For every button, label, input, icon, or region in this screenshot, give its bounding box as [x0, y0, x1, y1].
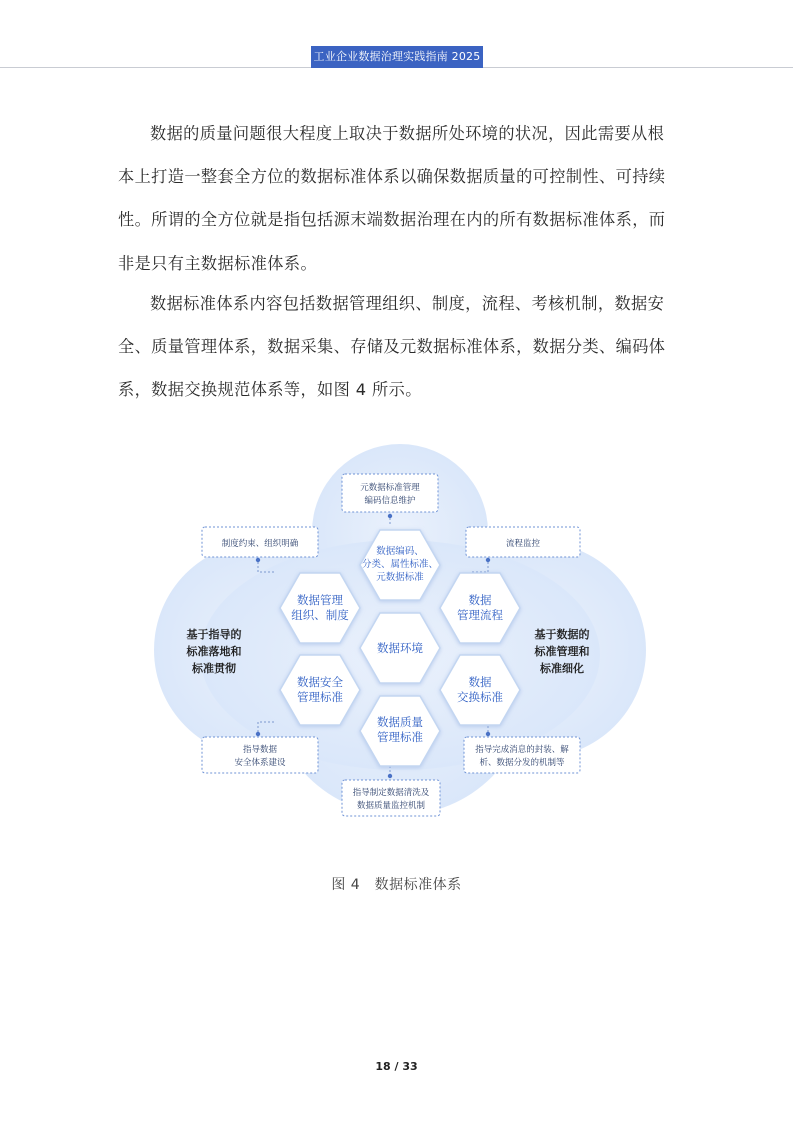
svg-text:指导制定数据清洗及: 指导制定数据清洗及: [352, 788, 430, 798]
data-standard-system-diagram: [150, 440, 650, 830]
body-paragraph-2: 数据标准体系内容包括数据管理组织、制度，流程、考核机制，数据安全、质量管理体系，数据采集、存储及元数据标准体系，数据分类、编码体系，数据交换规范体系等，如图 4 所示。: [118, 294, 666, 400]
annotation-box-top: [342, 474, 438, 512]
svg-text:流程监控: 流程监控: [505, 539, 541, 549]
svg-text:管理标准: 管理标准: [377, 730, 423, 744]
svg-text:数据质量: 数据质量: [377, 715, 423, 729]
svg-text:数据: 数据: [468, 675, 492, 689]
left-side-label: [186, 627, 242, 675]
svg-text:管理标准: 管理标准: [297, 690, 343, 704]
page-number: 18 / 33: [375, 1060, 418, 1073]
svg-text:数据环境: 数据环境: [377, 641, 423, 655]
svg-text:数据编码、: 数据编码、: [376, 546, 424, 557]
svg-text:标准贯彻: 标准贯彻: [192, 662, 236, 675]
svg-text:制度约束、组织明确: 制度约束、组织明确: [221, 539, 299, 549]
svg-text:管理流程: 管理流程: [457, 608, 503, 622]
svg-text:安全体系建设: 安全体系建设: [234, 758, 286, 768]
annotation-box-upper-left: [202, 527, 318, 557]
figure-caption: 图 4 数据标准体系: [331, 877, 462, 893]
body-paragraph-1: 数据的质量问题很大程度上取决于数据所处环境的状况，因此需要从根本上打造一整套全方位的数据标准体系以确保数据质量的可控制性、可持续性。所谓的全方位就是指包括源末端数据治理在内的所有数据标准体系，而非是只有主数据标准体系。: [118, 124, 666, 273]
annotation-box-lower-left: [202, 737, 318, 773]
svg-text:标准管理和: 标准管理和: [534, 645, 590, 658]
svg-text:分类、属性标准、: 分类、属性标准、: [361, 559, 439, 570]
header-title: 工业企业数据治理实践指南 2025: [311, 46, 483, 68]
svg-text:数据质量监控机制: 数据质量监控机制: [356, 801, 426, 811]
svg-text:编码信息维护: 编码信息维护: [364, 496, 416, 506]
annotation-box-lower-right: [464, 737, 580, 773]
svg-text:基于指导的: 基于指导的: [186, 628, 242, 641]
svg-text:基于数据的: 基于数据的: [534, 628, 590, 641]
svg-text:指导完成消息的封装、解: 指导完成消息的封装、解: [475, 745, 569, 755]
svg-text:指导数据: 指导数据: [242, 745, 278, 755]
svg-text:标准细化: 标准细化: [540, 662, 584, 675]
right-side-label: [534, 627, 590, 675]
annotation-box-upper-right: [466, 527, 580, 557]
svg-text:元数据标准管理: 元数据标准管理: [360, 483, 420, 493]
svg-text:组织、制度: 组织、制度: [291, 608, 349, 622]
svg-text:元数据标准: 元数据标准: [376, 572, 424, 583]
svg-text:析、数据分发的机制等: 析、数据分发的机制等: [479, 758, 565, 768]
svg-text:数据: 数据: [468, 593, 492, 607]
svg-text:数据安全: 数据安全: [297, 675, 343, 689]
svg-text:交换标准: 交换标准: [457, 690, 503, 704]
svg-text:标准落地和: 标准落地和: [186, 645, 242, 658]
annotation-box-bottom: [342, 780, 440, 816]
svg-text:数据管理: 数据管理: [297, 593, 343, 607]
